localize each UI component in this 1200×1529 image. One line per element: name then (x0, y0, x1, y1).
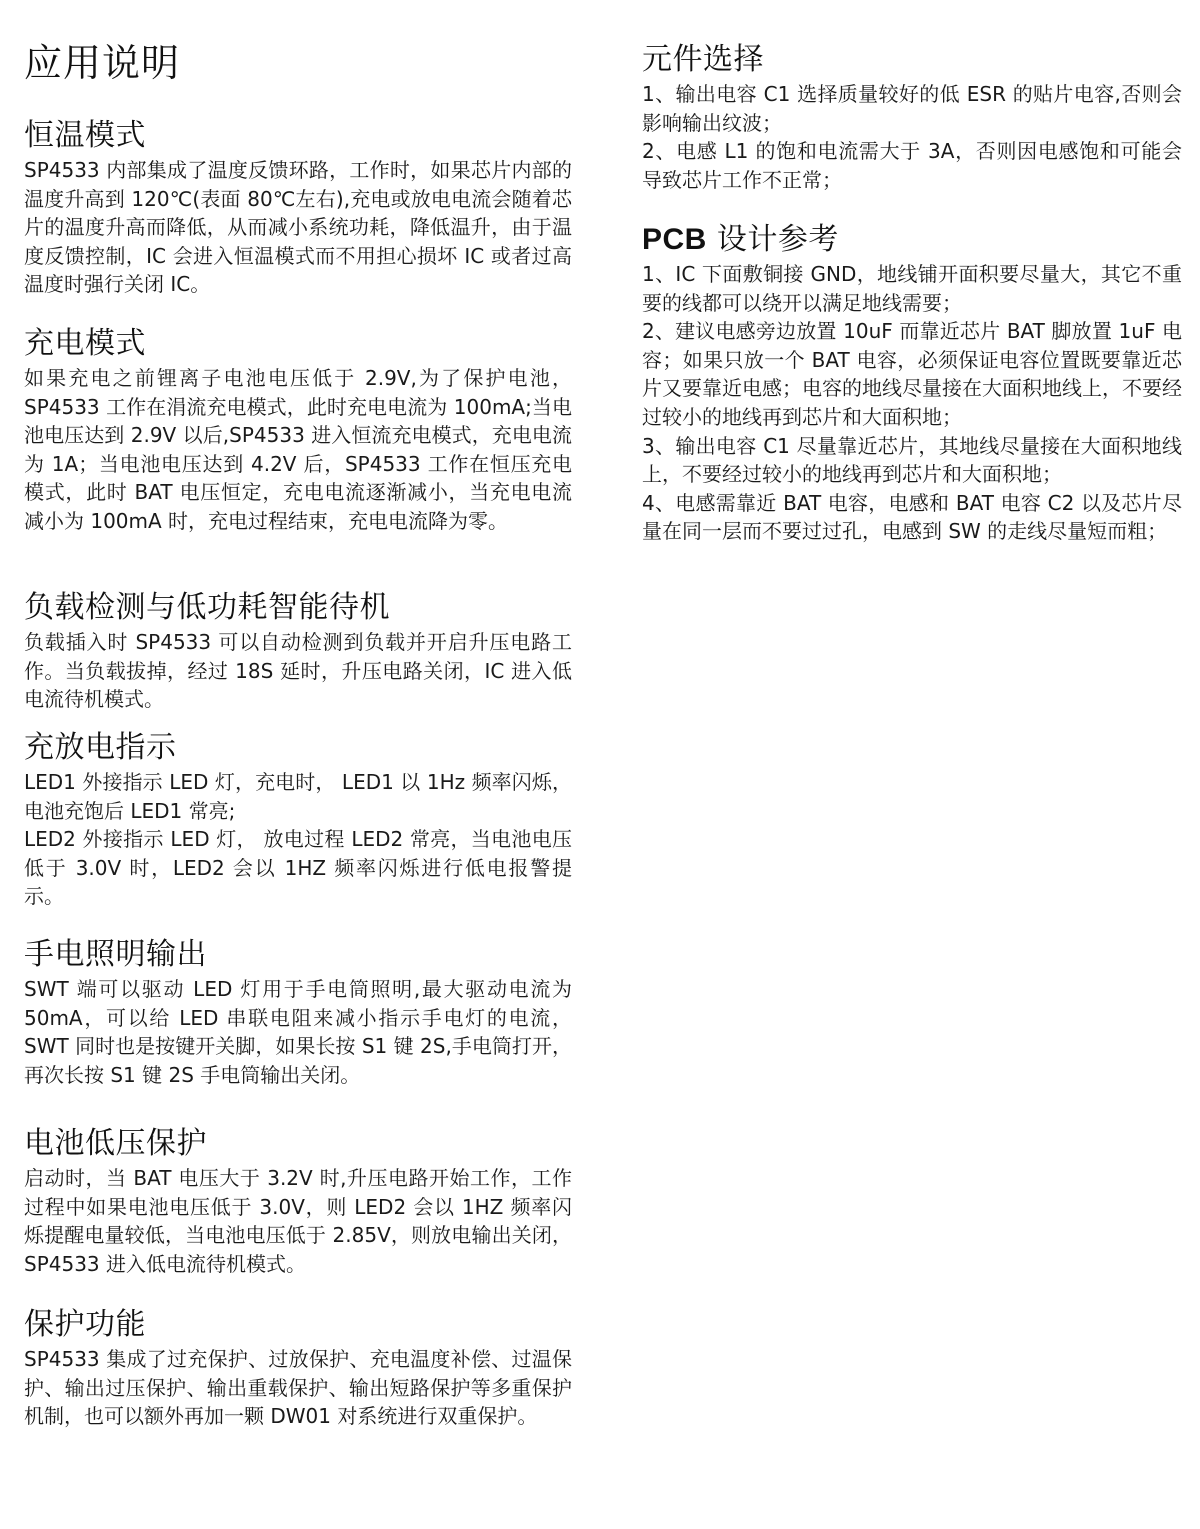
section-paragraph: SP4533 内部集成了温度反馈环路，工作时，如果芯片内部的温度升高到 120℃(表面 80℃左右),充电或放电电流会随着芯片的温度升高而降低，从而减小系统功耗，降低温升，由于温度反馈控制，IC 会进入恒温模式而不用担心损坏 IC 或者过高温度时强行关闭 IC。 (24, 158, 572, 297)
section-heading: 保护功能 (24, 1307, 146, 1342)
section-paragraph: 3、输出电容 C1 尽量靠近芯片，其地线尽量接在大面积地线上，不要经过较小的地线再到芯片和大面积地； (642, 433, 1182, 487)
section-paragraph: 2、建议电感旁边放置 10uF 而靠近芯片 BAT 脚放置 1uF 电容；如果只放一个 BAT 电容，必须保证电容位置既要靠近芯片又要靠近电感；电容的地线尽量接在大面积地线上，不要经过较小的地线再到芯片和大面积地； (642, 319, 1182, 429)
section-heading: 电池低压保护 (24, 1126, 207, 1161)
section-paragraph: LED2 外接指示 LED 灯， 放电过程 LED2 常亮，当电池电压低于 3.0V 时，LED2 会以 1HZ 频率闪烁进行低电报警提示。 (24, 827, 572, 909)
section-constant-temperature (24, 116, 572, 299)
section-heading: 手电照明输出 (24, 937, 207, 972)
section-heading (642, 220, 1182, 260)
page-title: 应用说明 (24, 41, 181, 85)
section-paragraph: SWT 端可以驱动 LED 灯用于手电筒照明,最大驱动电流为 50mA，可以给 LED 串联电阻来减小指示手电灯的电流，SWT 同时也是按键开关脚，如果长按 S1 键 2S,手电筒打开，再次长按 S1 键 2S 手电筒输出关闭。 (24, 977, 572, 1087)
section-heading: 元件选择 (642, 42, 764, 77)
section-flashlight-output (24, 935, 572, 1089)
section-paragraph: SP4533 集成了过充保护、过放保护、充电温度补偿、过温保护、输出过压保护、输出重载保护、输出短路保护等多重保护机制，也可以额外再加一颗 DW01 对系统进行双重保护。 (24, 1347, 572, 1429)
section-load-detect-standby (24, 588, 572, 714)
section-paragraph: 启动时，当 BAT 电压大于 3.2V 时,升压电路开始工作，工作过程中如果电池电压低于 3.0V，则 LED2 会以 1HZ 频率闪烁提醒电量较低，当电池电压低于 2.85V，则放电输出关闭，SP4533 进入低电流待机模式。 (24, 1166, 572, 1276)
section-paragraph: 负载插入时 SP4533 可以自动检测到负载并开启升压电路工作。当负载拔掉，经过 18S 延时，升压电路关闭，IC 进入低电流待机模式。 (24, 630, 572, 712)
heading-text: 设计参考 (706, 222, 839, 257)
section-battery-low-voltage (24, 1124, 572, 1278)
section-paragraph: 2、电感 L1 的饱和电流需大于 3A，否则因电感饱和可能会导致芯片工作不正常； (642, 139, 1182, 192)
section-heading: 充放电指示 (24, 730, 177, 765)
section-paragraph: 1、输出电容 C1 选择质量较好的低 ESR 的贴片电容,否则会影响输出纹波； (642, 82, 1182, 135)
section-protection (24, 1305, 572, 1431)
section-charge-discharge-indicator (24, 728, 572, 911)
section-charge-mode (24, 324, 572, 536)
section-pcb-design (642, 220, 1182, 546)
section-heading: 充电模式 (24, 326, 146, 361)
heading-prefix: PCB (642, 223, 707, 256)
section-heading: 负载检测与低功耗智能待机 (24, 590, 390, 625)
section-component-selection (642, 40, 1182, 194)
section-paragraph: LED1 外接指示 LED 灯，充电时， LED1 以 1Hz 频率闪烁，电池充饱后 LED1 常亮; (24, 770, 572, 823)
section-paragraph: 1、IC 下面敷铜接 GND，地线铺开面积要尽量大，其它不重要的线都可以绕开以满足地线需要； (642, 262, 1182, 315)
section-paragraph: 4、电感需靠近 BAT 电容，电感和 BAT 电容 C2 以及芯片尽量在同一层而不要过过孔，电感到 SW 的走线尽量短而粗； (642, 490, 1182, 544)
section-paragraph: 如果充电之前锂离子电池电压低于 2.9V,为了保护电池，SP4533 工作在涓流充电模式，此时充电电流为 100mA;当电池电压达到 2.9V 以后,SP4533 进入恒流充电模式，充电电流为 1A；当电池电压达到 4.2V 后，SP4533 工作在恒压充电模式，此时 BAT 电压恒定，充电电流逐渐减小，当充电电流减小为 100mA 时，充电过程结束，充电电流降为零。 (24, 366, 572, 533)
section-heading: 恒温模式 (24, 118, 146, 153)
